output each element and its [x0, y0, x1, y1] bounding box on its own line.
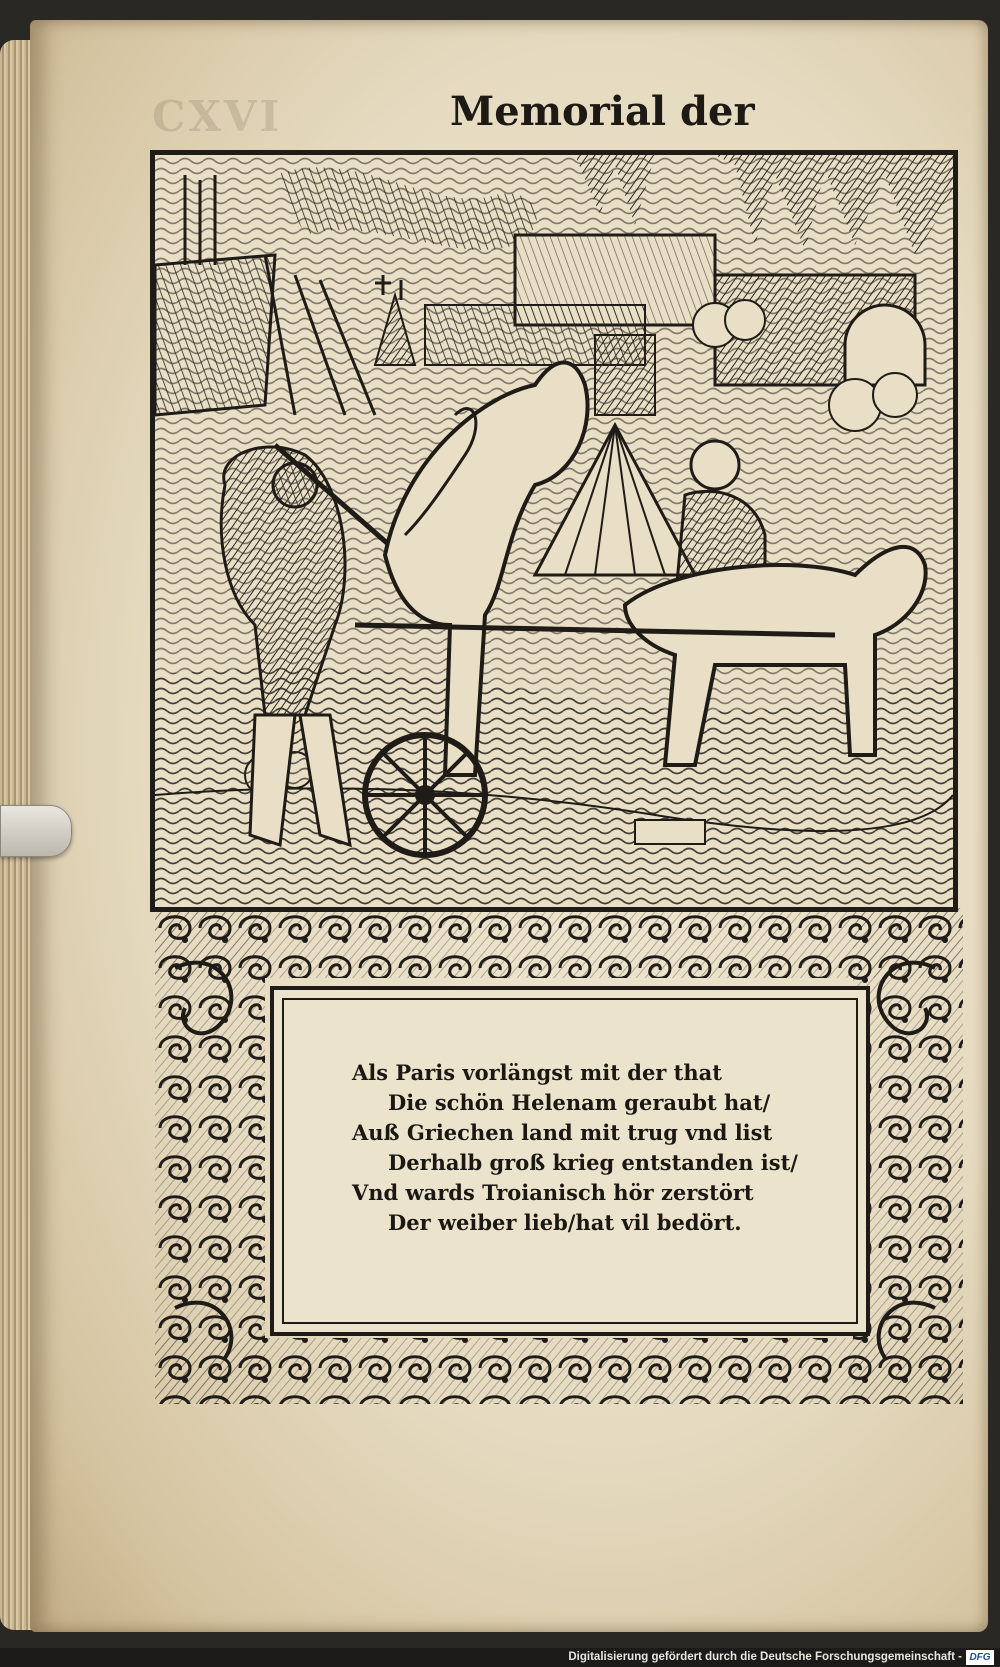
digitization-credit: Digitalisierung gefördert durch die Deutsche Forschungsgemeinschaft - [568, 1651, 962, 1663]
show-through-folio: CXVI [152, 92, 283, 141]
verse-text [352, 1058, 822, 1238]
paper-clip-icon [0, 805, 72, 857]
woodcut-illustration [150, 150, 958, 912]
verse-line-4: Derhalb groß krieg entstanden ist/ [388, 1150, 798, 1175]
verse-line-1: Als Paris vorlängst mit der that [352, 1060, 722, 1085]
running-head: Memorial der [450, 88, 755, 135]
verse-line-6: Der weiber lieb/hat vil bedört. [388, 1210, 742, 1235]
verse-line-2: Die schön Helenam geraubt hat/ [388, 1090, 771, 1115]
dfg-logo-icon: DFG [966, 1650, 994, 1665]
chariot-wheel-icon [365, 735, 485, 855]
verse-line-5: Vnd wards Troianisch hör zerstört [352, 1180, 754, 1205]
verse-line-3: Auß Griechen land mit trug vnd list [352, 1120, 773, 1145]
woodcut-scene-icon [155, 155, 953, 907]
